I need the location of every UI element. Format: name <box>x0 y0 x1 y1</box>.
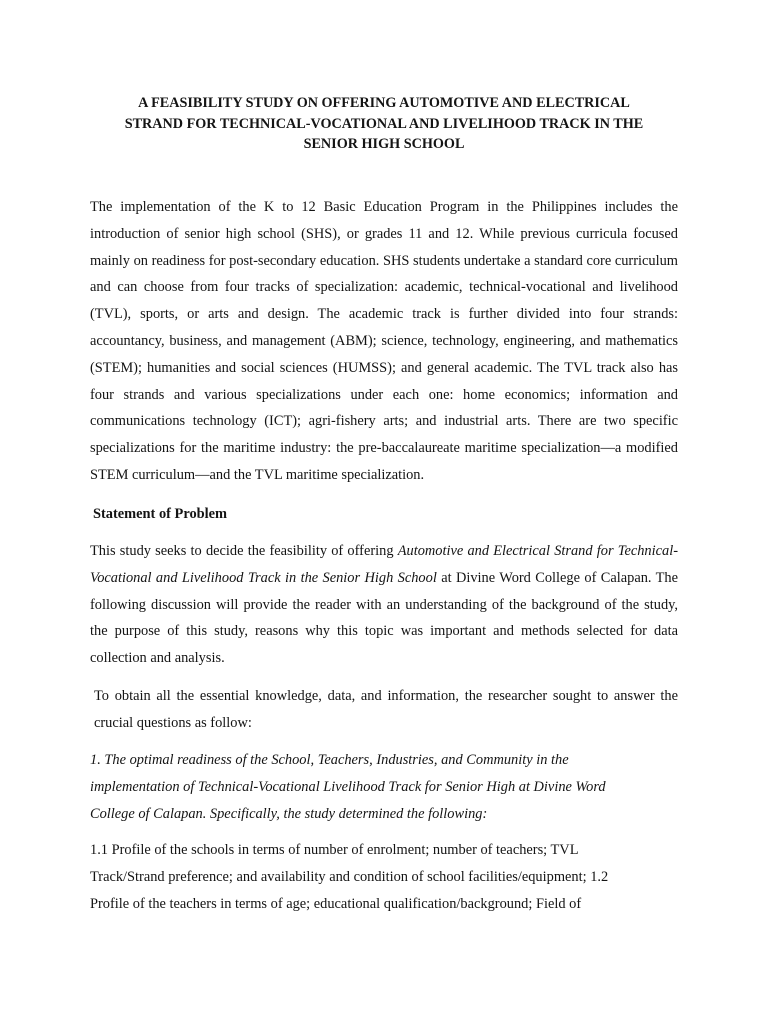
intro-paragraph: The implementation of the K to 12 Basic Education Program in the Philippines includes the introduction of senior high school (SHS), or grades 11 and 12. While previous curricula focused mainly on readiness for post-secondary education. SHS students undertake a standard core curriculum and can choose from four tracks of specialization: academic, technical-vocational and livelihood (TVL), sports, or arts and design. The academic track is further divided into four strands: accountancy, business, and management (ABM); science, technology, engineering, and mathematics (STEM); humanities and social sciences (HUMSS); and general academic. The TVL track also has four strands and various specializations under each one: home economics; information and communications technology (ICT); agri-fishery arts; and industrial arts. There are two specific specializations for the maritime industry: the pre-baccalaureate maritime specialization—a modified STEM curriculum—and the TVL maritime specialization. <box>90 199 678 483</box>
question-1-1-line-1: 1.1 Profile of the schools in terms of number of enrolment; number of teachers; TVL <box>90 842 579 858</box>
title-line-2: STRAND FOR TECHNICAL-VOCATIONAL AND LIVELIHOOD TRACK IN THE <box>124 115 644 132</box>
question-1-1-line-2: Track/Strand preference; and availability and condition of school facilities/equipment; 1.2 <box>90 868 609 885</box>
question-1-1-line-3: Profile of the teachers in terms of age; educational qualification/background; Field of <box>90 895 582 912</box>
problem-paragraph <box>90 538 678 672</box>
question-1-line-2: implementation of Technical-Vocational Livelihood Track for Senior High at Divine Word <box>90 778 606 795</box>
question-1-1 <box>90 837 678 917</box>
document-title <box>90 93 678 155</box>
question-1-line-3: College of Calapan. Specifically, the study determined the following: <box>90 805 488 822</box>
problem-text-after: at Divine Word College of Calapan. The following discussion will provide the reader with an understanding of the background of the study, the purpose of this study, reasons why this topic was important and methods selected for data collection and analysis. <box>90 569 679 667</box>
title-line-3: SENIOR HIGH SCHOOL <box>303 136 465 152</box>
section-heading-statement-of-problem: Statement of Problem <box>93 506 228 522</box>
question-1 <box>90 747 678 827</box>
problem-text-italic-title: Automotive and Electrical Strand for Technical-Vocational and Livelihood Track in the Senior High School <box>90 543 678 586</box>
obtain-paragraph: To obtain all the essential knowledge, data, and information, the researcher sought to answer the crucial questions as follow: <box>94 688 678 731</box>
question-1-line-1: 1. The optimal readiness of the School, Teachers, Industries, and Community in the <box>90 752 569 768</box>
problem-text-before: This study seeks to decide the feasibility of offering <box>90 543 398 559</box>
title-line-1: A FEASIBILITY STUDY ON OFFERING AUTOMOTIVE AND ELECTRICAL <box>138 95 630 111</box>
